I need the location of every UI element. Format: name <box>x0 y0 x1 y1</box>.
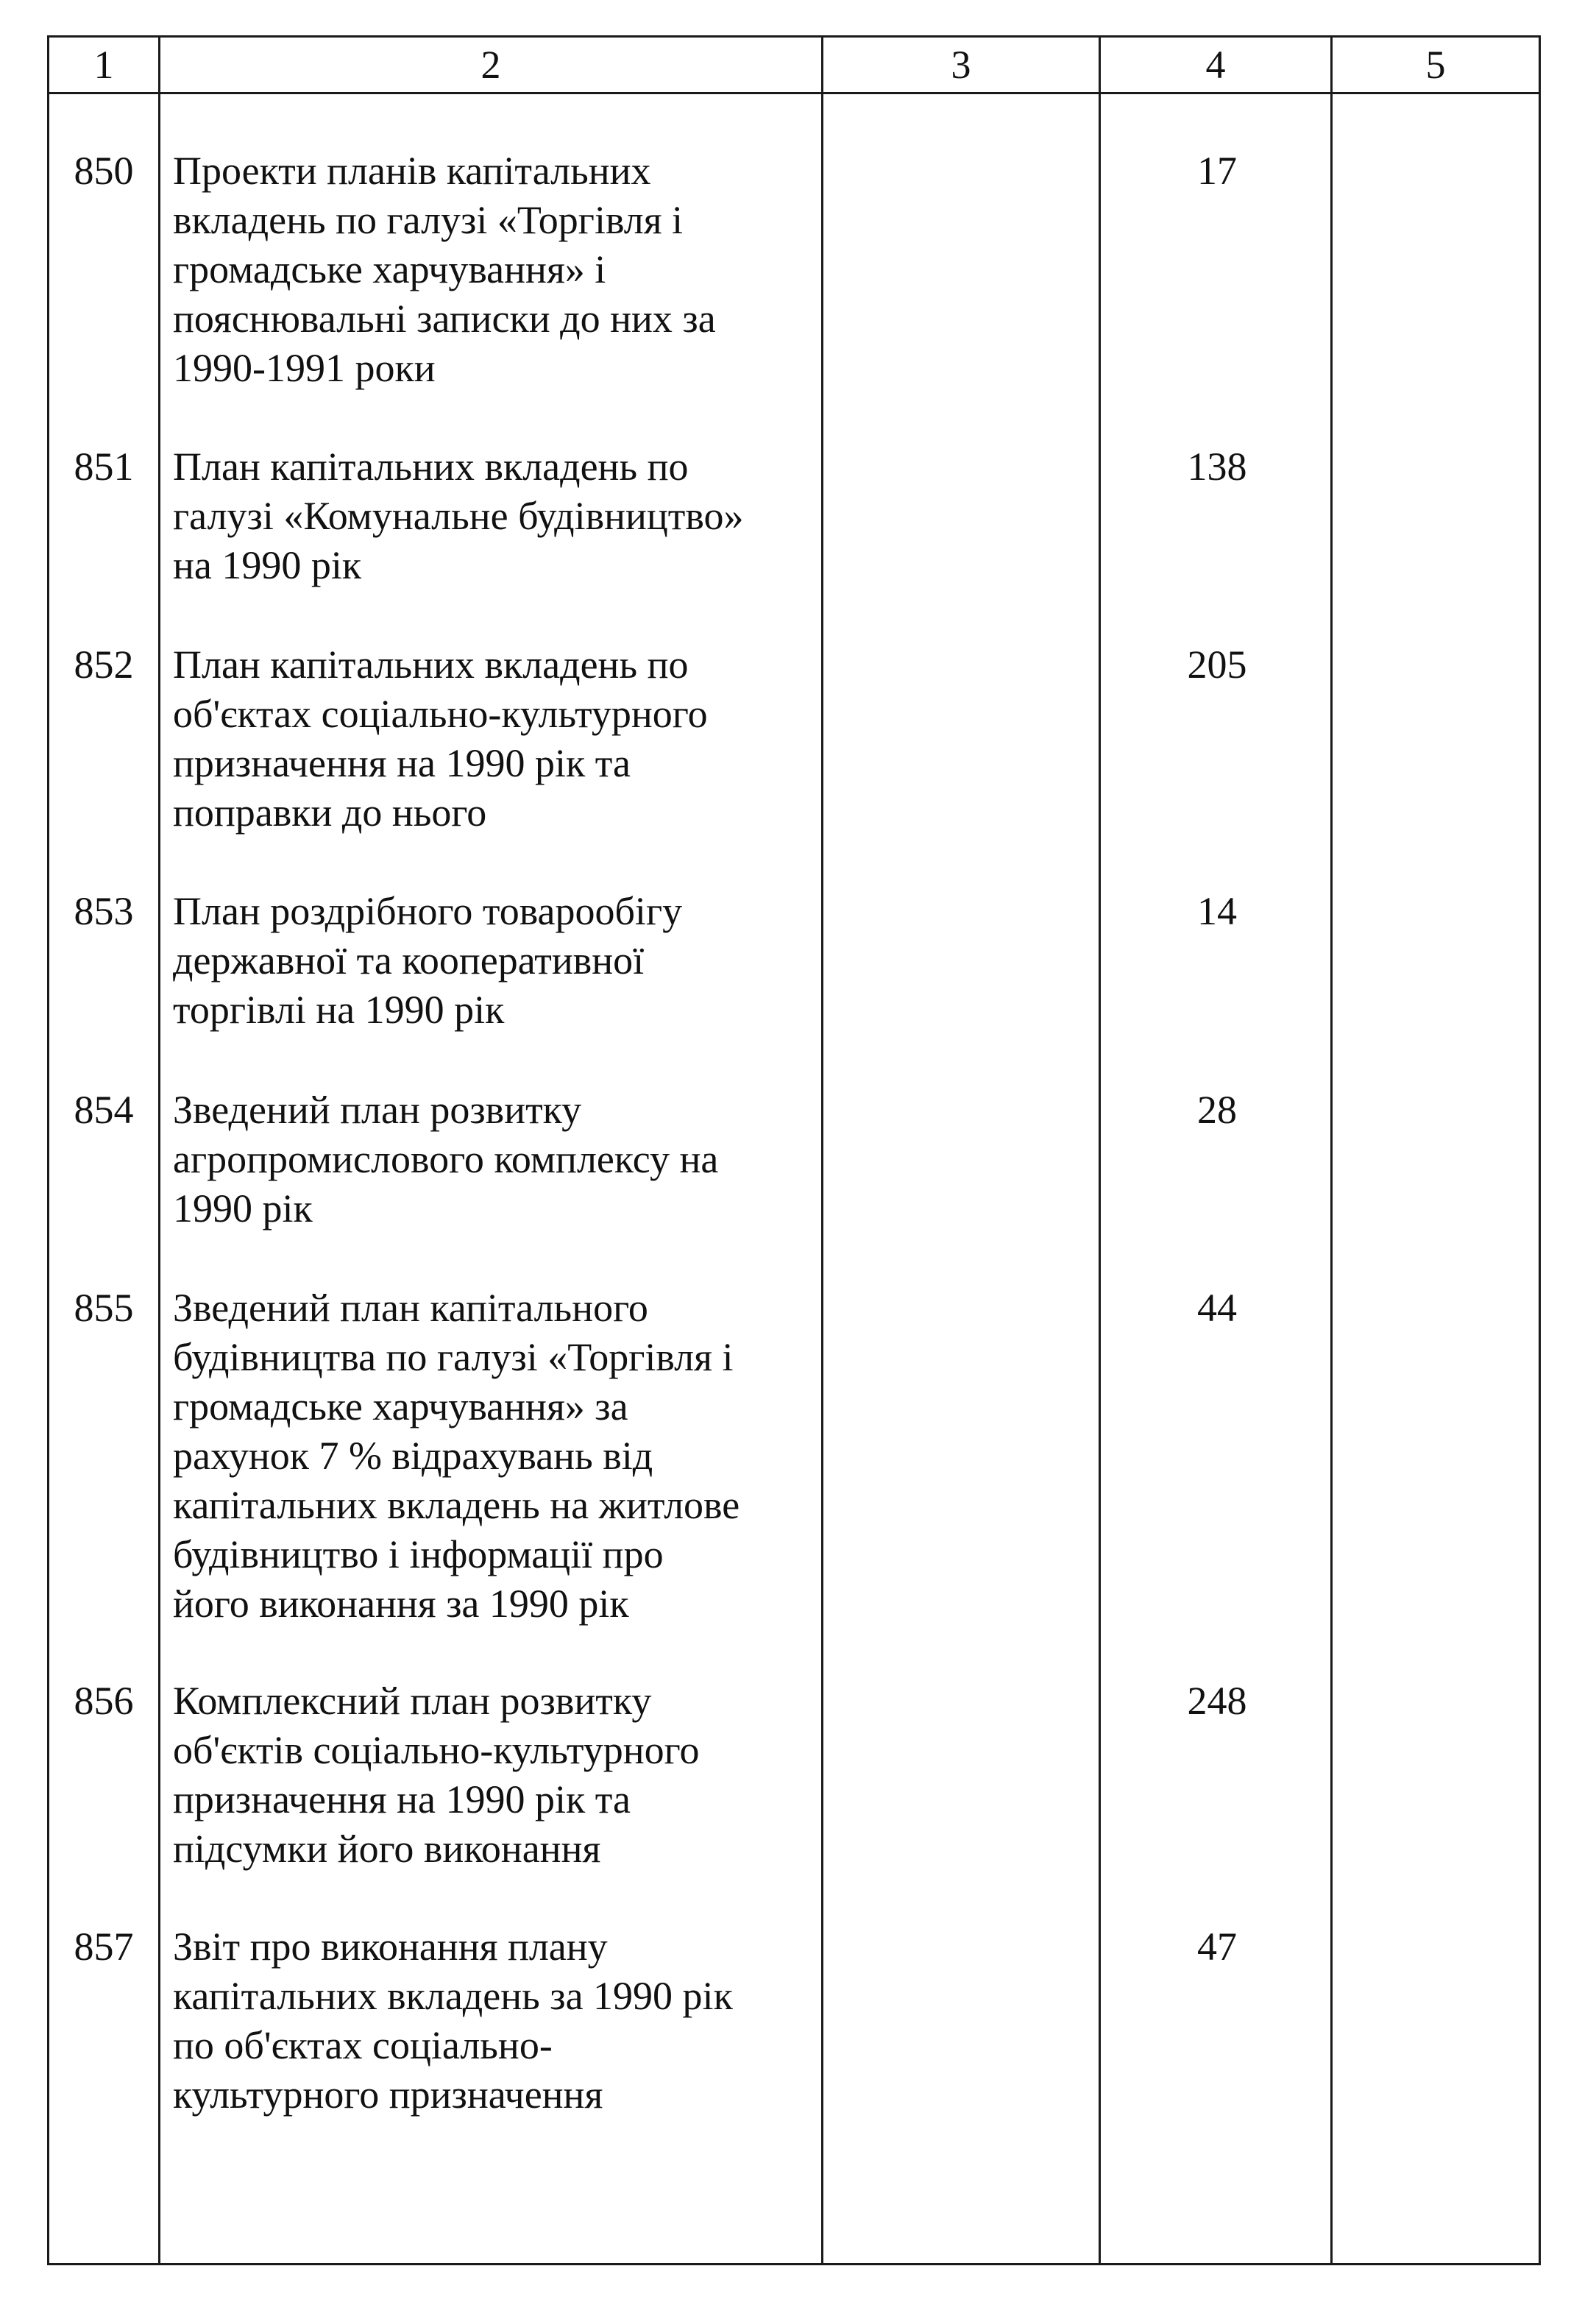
file-title: Комплексний план розвитку об'єктів соціально-культурного призначення на 1990 рік та підсумки його виконання <box>173 1679 700 1871</box>
file-title: План капітальних вкладень по галузі «Комунальне будівництво» на 1990 рік <box>173 445 744 587</box>
sheet-count: 28 <box>1197 1088 1237 1132</box>
file-title: Зведений план розвитку агропромислового комплексу на 1990 рік <box>173 1088 719 1231</box>
sheet-count: 47 <box>1197 1925 1237 1969</box>
sheet-count: 248 <box>1187 1679 1247 1723</box>
sheet-count: 17 <box>1197 149 1237 193</box>
column-header-3: 3 <box>951 43 971 87</box>
file-number: 852 <box>74 642 134 687</box>
header-divider <box>49 92 1539 94</box>
column-divider <box>1099 38 1101 2263</box>
column-divider <box>158 38 160 2263</box>
column-divider <box>1330 38 1333 2263</box>
file-number: 856 <box>74 1679 134 1723</box>
column-header-1: 1 <box>93 43 114 87</box>
file-number: 851 <box>74 445 134 489</box>
file-title: Зведений план капітального будівництва по галузі «Торгівля і громадське харчування» за рахунок 7 % відрахувань від капітальних вкладень на житлове будівництво і інформації про його виконання за 1990 рік <box>173 1286 740 1626</box>
column-header-5: 5 <box>1425 43 1446 87</box>
column-divider <box>821 38 823 2263</box>
sheet-count: 138 <box>1187 445 1247 489</box>
file-number: 853 <box>74 889 134 933</box>
file-number: 850 <box>74 149 134 193</box>
file-number: 854 <box>74 1088 134 1132</box>
column-header-2: 2 <box>480 43 501 87</box>
file-number: 857 <box>74 1925 134 1969</box>
file-title: План роздрібного товарообігу державної та кооперативної торгівлі на 1990 рік <box>173 889 683 1032</box>
sheet-count: 44 <box>1197 1286 1237 1330</box>
file-title: Звіт про виконання плану капітальних вкладень за 1990 рік по об'єктах соціально- культурного призначення <box>173 1925 733 2117</box>
sheet-count: 14 <box>1197 889 1237 933</box>
file-title: План капітальних вкладень по об'єктах соціально-культурного призначення на 1990 рік та поправки до нього <box>173 642 708 835</box>
sheet-count: 205 <box>1187 642 1247 687</box>
inventory-table <box>47 35 1541 2265</box>
column-header-4: 4 <box>1205 43 1226 87</box>
file-number: 855 <box>74 1286 134 1330</box>
file-title: Проекти планів капітальних вкладень по галузі «Торгівля і громадське харчування» і пояснювальні записки до них за 1990-1991 роки <box>173 149 716 390</box>
